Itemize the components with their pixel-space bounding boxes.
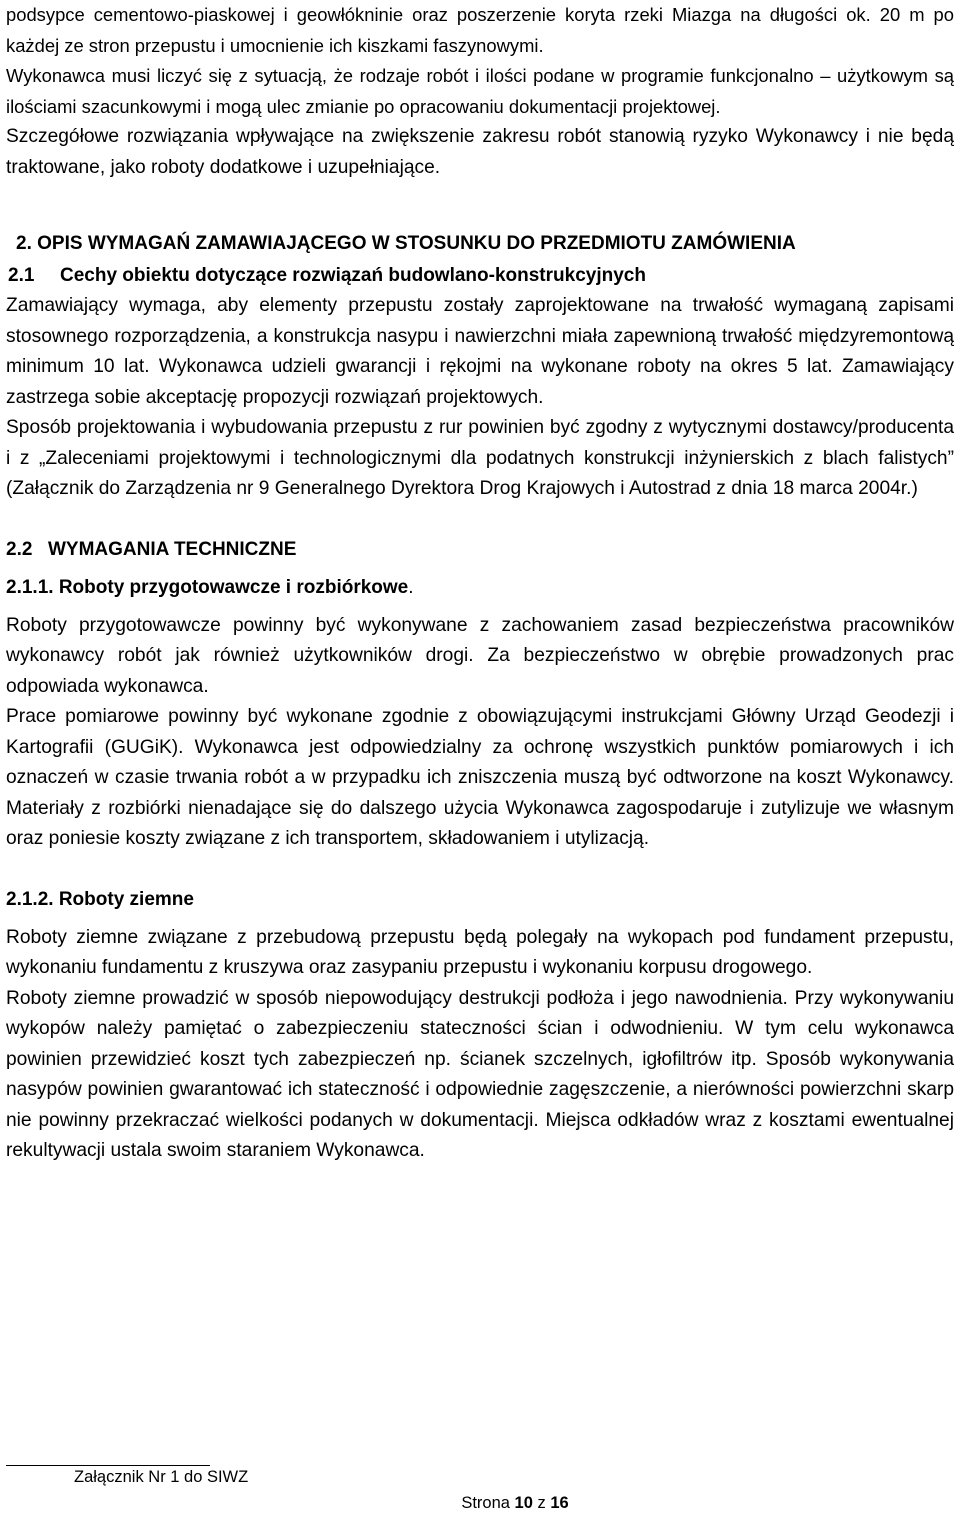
page-number	[0, 1492, 960, 1514]
section-2-1-2-paragraph-2: Roboty ziemne prowadzić w sposób niepowodujący destrukcji podłoża i jego nawodnienia. Przy wykonywaniu wykopów należy pamiętać o zabezpieczeniu stateczności ścian i odwodnieniu. W tym celu wykonawca powinien przewidzieć koszt tych zabezpieczeń np. ścianek szczelnych, igłofiltrów itp. Sposób wykonywania nasypów powinien gwarantować ich stateczność i odpowiednie zagęszczenie, a nierówności powierzchni skarp nie powinny przekraczać wielkości podanych w dokumentacji. Miejsca odkładów wraz z kosztami ewentualnej rekultywacji ustala swoim staraniem Wykonawca.	[6, 987, 954, 1161]
section-2-1-2-number: 2.1.2.	[6, 888, 54, 910]
page-number-separator: z	[537, 1494, 546, 1512]
section-2-1-1-paragraph-1: Roboty przygotowawcze powinny być wykonywane z zachowaniem zasad bezpieczeństwa pracowników wykonawcy robót jak również użytkowników drogi. Za bezpieczeństwo w obrębie prowadzonych prac odpowiada wykonawca.	[6, 614, 954, 697]
spacer	[6, 855, 954, 885]
section-2-number: 2.	[16, 233, 32, 254]
section-2-1-heading	[6, 261, 954, 291]
section-2-2-number: 2.2	[6, 538, 33, 560]
spacer	[6, 603, 954, 611]
section-2-1-number: 2.1	[8, 265, 35, 286]
section-2-1-title: Cechy obiektu dotyczące rozwiązań budowlano-konstrukcyjnych	[60, 265, 646, 286]
section-2-1-2-heading	[6, 885, 954, 915]
section-2-1-1-title: Roboty przygotowawcze i rozbiórkowe	[58, 576, 409, 598]
section-2-1-1-number: 2.1.1.	[6, 576, 54, 598]
spacer	[6, 915, 954, 923]
page-number-label: Strona	[461, 1494, 510, 1512]
section-2-1-1-heading	[6, 573, 954, 603]
spacer	[6, 565, 954, 573]
section-2-1-2-title: Roboty ziemne	[58, 888, 194, 910]
intro-paragraph-1: podsypce cementowo-piaskowej i geowłókninie oraz poszerzenie koryta rzeki Miazga na długości ok. 20 m po każdej ze stron przepustu i umocnienie ich kiszkami faszynowymi.	[6, 4, 954, 56]
section-2-1-2-paragraph-1: Roboty ziemne związane z przebudową przepustu będą polegały na wykopach pod fundament przepustu, wykonaniu fundamentu z kruszywa oraz zasypaniu przepustu i wykonaniu korpusu drogowego.	[6, 926, 954, 978]
page-number-current: 10	[514, 1494, 533, 1512]
section-2-1-1-title-suffix: .	[408, 576, 414, 598]
intro-paragraph-2: Wykonawca musi liczyć się z sytuacją, że rodzaje robót i ilości podane w programie funkcjonalno – użytkowym są ilościami szacunkowymi i mogą ulec zmianie po opracowaniu dokumentacji projektowej.	[6, 65, 954, 117]
section-2-2-title: WYMAGANIA TECHNICZNE	[48, 538, 297, 560]
section-2-2-heading	[6, 535, 954, 565]
page-number-total: 16	[550, 1494, 569, 1512]
section-2-1-paragraph-1: Zamawiający wymaga, aby elementy przepustu zostały zaprojektowane na trwałość wymaganą zapisami stosownego rozporządzenia, a konstrukcja nasypu i nawierzchni miała zapewnioną trwałość międzyremontową minimum 10 lat. Wykonawca udzieli gwarancji i rękojmi na wykonane roboty na okres 5 lat. Zamawiający zastrzega sobie akceptację propozycji rozwiązań projektowych.	[6, 295, 954, 408]
spacer	[6, 505, 954, 535]
spacer	[6, 183, 954, 229]
page-content	[6, 0, 954, 1167]
section-2-1-paragraph-2: Sposób projektowania i wybudowania przepustu z rur powinien być zgodny z wytycznymi dostawcy/producenta i z „Zaleceniami projektowymi i technologicznymi dla podatnych konstrukcji inżynierskich z blach falistych” (Załącznik do Zarządzenia nr 9 Generalnego Dyrektora Drog Krajowych i Autostrad z dnia 18 marca 2004r.)	[6, 417, 954, 499]
intro-paragraph-3: Szczegółowe rozwiązania wpływające na zwiększenie zakresu robót stanowią ryzyko Wykonawcy i nie będą traktowane, jako roboty dodatkowe i uzupełniające.	[6, 126, 954, 178]
footer-attachment-label: Załącznik Nr 1 do SIWZ	[74, 1468, 249, 1486]
section-2-1-1-paragraph-2: Prace pomiarowe powinny być wykonane zgodnie z obowiązującymi instrukcjami Główny Urząd Geodezji i Kartografii (GUGiK). Wykonawca jest odpowiedzialny za ochronę wszystkich punktów pomiarowych i ich oznaczeń w czasie trwania robót a w przypadku ich zniszczenia muszą być odtworzone na koszt Wykonawcy. Materiały z rozbiórki nienadające się do dalszego użycia Wykonawca zagospodaruje i zutylizuje we własnym oraz poniesie koszty związane z ich transportem, składowaniem i utylizacją.	[6, 706, 954, 849]
section-2-title: OPIS WYMAGAŃ ZAMAWIAJĄCEGO W STOSUNKU DO PRZEDMIOTU ZAMÓWIENIA	[37, 233, 796, 254]
section-2-heading	[6, 229, 954, 259]
